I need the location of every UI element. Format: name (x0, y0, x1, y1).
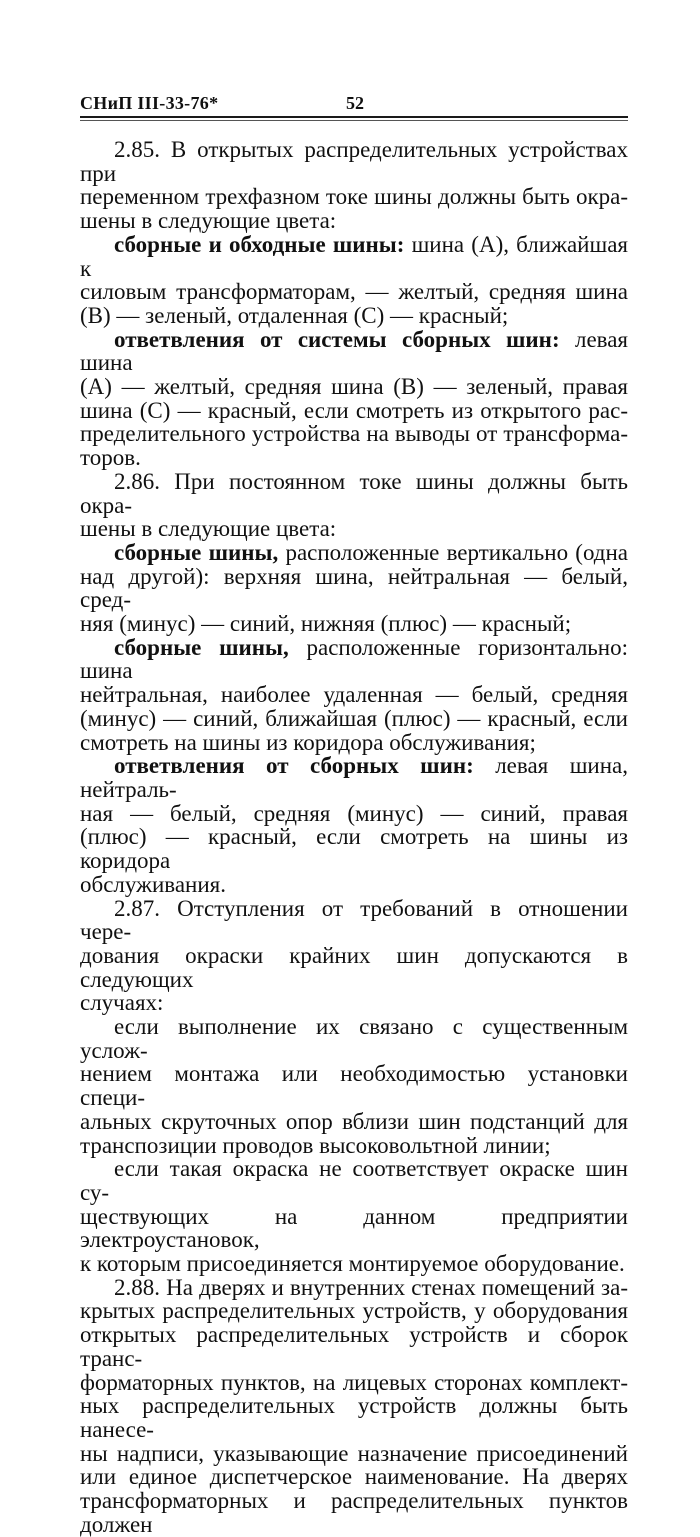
paragraph-line: открытых распределительных устройств и сборок транс- (80, 1322, 628, 1371)
header-rule (80, 116, 628, 118)
paragraph-line: шены в следующие цвета: (80, 208, 337, 234)
paragraph-line: ная — белый, средняя (минус) — синий, правая (80, 800, 628, 826)
bold-term: сборные шины, (114, 634, 289, 660)
paragraph-line: няя (минус) — синий, нижняя (плюс) — красный; (80, 611, 572, 637)
paragraph-line: над другой): верхняя шина, нейтральная — белый, сред- (80, 563, 628, 613)
paragraph-line: (В) — зеленый, отдаленная (С) — красный; (80, 302, 509, 328)
line-rest: левая шина, нейтраль- (80, 753, 628, 802)
paragraph-line: обслуживания. (80, 871, 226, 897)
paragraph-line: торов. (80, 445, 141, 471)
body-text (80, 138, 628, 1536)
paragraph-line: (плюс) — красный, если смотреть на шины из коридора (80, 824, 628, 874)
paragraph-line: 2.86. При постоянном токе шины должны быть окра- (80, 468, 628, 518)
bold-term: ответвления от системы сборных шин: (114, 326, 560, 352)
line-rest: расположенные вертикально (одна (278, 539, 629, 565)
bold-term: ответвления от сборных шин: (114, 753, 474, 779)
paragraph-line (80, 754, 628, 801)
paragraph-line: крытых распределительных устройств, у оборудования (80, 1298, 628, 1324)
page-number: 52 (346, 93, 364, 113)
document-code: СНиП III-33-76* (80, 93, 219, 113)
paragraph-line: шина (С) — красный, если смотреть из открытого рас- (80, 397, 628, 423)
paragraph-line: к которым присоединяется монтируемое оборудование. (80, 1251, 625, 1277)
paragraph-line: 2.85. В открытых распределительных устройствах при (80, 137, 628, 186)
paragraph-line: шены в следующие цвета: (80, 516, 337, 542)
paragraph-line: форматорных пунктов, на лицевых сторонах комплект- (80, 1369, 628, 1395)
line-rest: шина (А), ближайшая к (80, 231, 628, 281)
paragraph-line: силовым трансформаторам, — желтый, средняя шина (80, 279, 628, 305)
paragraph-line: (А) — желтый, средняя шина (В) — зеленый, правая (80, 374, 628, 400)
paragraph-line: или единое диспетчерское наименование. На дверях (80, 1464, 628, 1490)
bold-term: сборные и обходные шины: (114, 231, 405, 257)
paragraph-line: 2.88. На дверях и внутренних стенах помещений за- (114, 1274, 628, 1300)
header-rule-thin (80, 120, 628, 121)
paragraph-line: альных скруточных опор вблизи шин подстанций для (80, 1108, 628, 1134)
paragraph-line: если такая окраска не соответствует окраске шин су- (80, 1156, 628, 1205)
paragraph-line: случаях: (80, 990, 164, 1016)
paragraph-line: ществующих на данном предприятии электроустановок, (80, 1203, 628, 1253)
paragraph-line: (минус) — синий, ближайшая (плюс) — красный, если (80, 705, 628, 731)
line-rest: расположенные горизонтально: шина (80, 634, 628, 684)
paragraph-line: трансформаторных и распределительных пунктов должен (80, 1488, 628, 1537)
page-header (80, 91, 628, 115)
paragraph-line: смотреть на шины из коридора обслуживания; (80, 729, 536, 755)
paragraph-line (80, 541, 628, 565)
paragraph-line (80, 328, 628, 375)
bold-term: сборные шины, (114, 539, 279, 565)
line-rest: левая шина (80, 326, 628, 376)
paragraph-line: пределительного устройства на выводы от трансформа- (80, 421, 628, 447)
paragraph-line: транспозиции проводов высоковольтной линии; (80, 1132, 551, 1158)
paragraph-line: ны надписи, указывающие назначение присоединений (80, 1440, 628, 1466)
paragraph-line (80, 636, 628, 683)
paragraph-line: если выполнение их связано с существенным услож- (80, 1014, 628, 1063)
paragraph-line: переменном трехфазном токе шины должны быть окра- (80, 184, 628, 210)
paragraph-line (80, 233, 628, 280)
paragraph-line: нейтральная, наиболее удаленная — белый, средняя (80, 682, 628, 708)
paragraph-line: 2.87. Отступления от требований в отношении чере- (80, 895, 628, 945)
paragraph-line: нением монтажа или необходимостью установки специ- (80, 1061, 628, 1111)
paragraph-line: дования окраски крайних шин допускаются в следующих (80, 942, 628, 992)
paragraph-line: ных распределительных устройств должны быть нанесе- (80, 1393, 628, 1442)
